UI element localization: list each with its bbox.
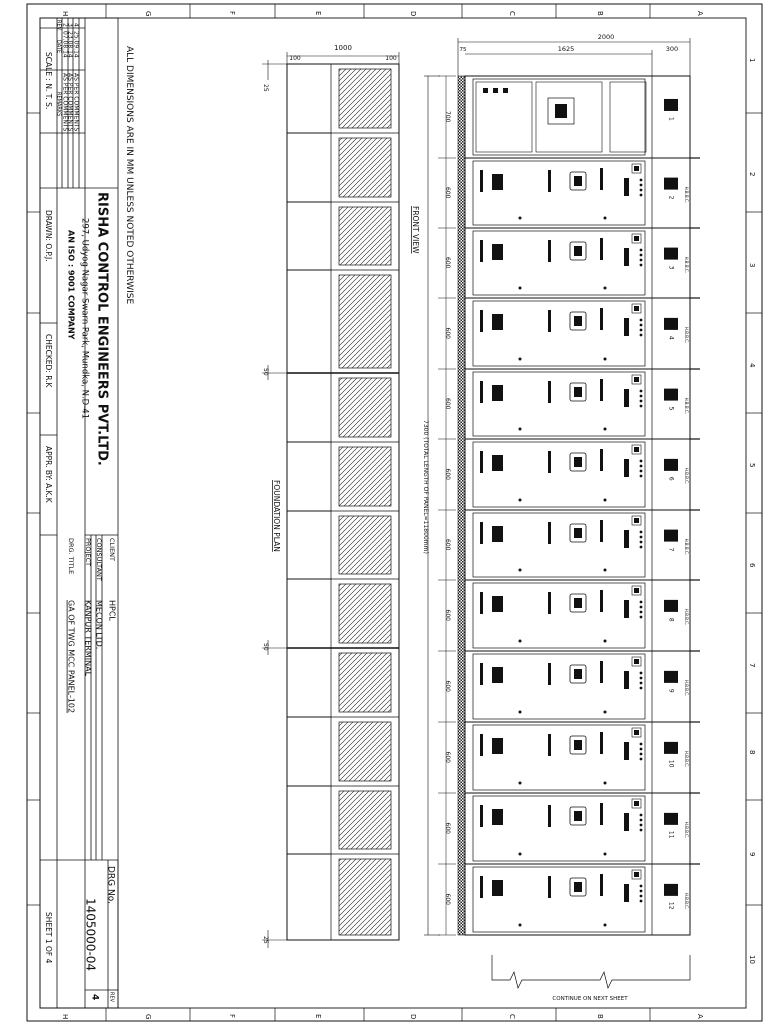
section-tag: H.B.B.C. <box>684 608 689 626</box>
cable-cutout <box>339 859 391 935</box>
cable-cutout <box>339 378 391 437</box>
total-length-dim: 7300 (TOTAL LENGTH OF PANEL=11800mm) <box>422 420 429 554</box>
panel-depth-dim: 2000 <box>597 33 615 41</box>
zone-letter: G <box>144 1014 152 1020</box>
section-height-dim: 600 <box>444 680 451 692</box>
cable-cutout <box>339 791 391 849</box>
drawn-by: DRAWN: O.P.J. <box>44 210 53 262</box>
foundation-gap-dim-1: 50 <box>262 368 269 376</box>
foundation-plan-label: FOUNDATION PLAN <box>272 480 281 552</box>
panel-section-11 <box>465 793 690 864</box>
panel-section-1 <box>473 76 678 158</box>
section-tag: H.B.B.C. <box>684 821 689 839</box>
foundation-cell <box>287 64 331 133</box>
panel-rear-dim: 300 <box>665 45 679 53</box>
foundation-cell <box>287 202 331 270</box>
section-nameplate <box>664 248 678 260</box>
foundation-cell <box>287 717 331 786</box>
client-label: CLIENT <box>108 538 116 562</box>
section-nameplate <box>664 671 678 683</box>
zone-number: 5 <box>748 463 756 468</box>
foundation-end-dim-top: 25 <box>262 84 269 92</box>
section-nameplate <box>664 99 678 111</box>
section-height-dim: 600 <box>444 398 451 410</box>
foundation-end-dim-bottom: 25 <box>262 936 269 944</box>
zone-number: 8 <box>748 750 756 755</box>
foundation-edge-dim-left: 100 <box>289 55 301 62</box>
panel-section-2 <box>465 158 690 228</box>
zone-letter: E <box>314 11 322 16</box>
section-nameplate <box>664 530 678 542</box>
panel-section-9 <box>465 651 690 722</box>
base-channel <box>458 76 465 935</box>
section-number: 5 <box>667 406 675 411</box>
rev-value: 4 <box>89 994 100 1001</box>
section-height-dim: 600 <box>444 327 451 339</box>
section-height-dim: 700 <box>444 111 451 123</box>
section-number: 3 <box>667 265 675 270</box>
panel-front-dim: 1625 <box>557 45 575 53</box>
cable-cutout <box>339 275 391 368</box>
consultant-value: MECON LTD. <box>94 600 104 650</box>
approved-by: APPR. BY: A.K.K <box>44 446 53 503</box>
general-note: ALL DIMENSIONS ARE IN MM UNLESS NOTED OTHERWISE <box>124 46 134 305</box>
foundation-cell <box>287 579 331 648</box>
revision-row-3-rev: 3 <box>66 23 74 27</box>
zone-letter: D <box>409 1014 417 1020</box>
section-tag: H.B.B.C. <box>684 256 689 273</box>
consultant-label: CONSULTANT <box>95 538 103 581</box>
foundation-cell <box>287 373 331 442</box>
revision-row-2-rev: 2 <box>61 23 69 27</box>
section-number: 8 <box>667 617 675 622</box>
zone-number: 10 <box>748 955 756 964</box>
foundation-cell <box>287 133 331 202</box>
panel-section-12 <box>465 864 690 935</box>
revision-header-rev: REV. <box>55 20 62 31</box>
company-iso: AN ISO : 9001 COMPANY <box>66 230 76 340</box>
section-nameplate <box>664 459 678 471</box>
section-nameplate <box>664 884 678 896</box>
drawing-number: 1405000-04 <box>83 898 98 972</box>
section-number: 9 <box>667 688 675 693</box>
drawing-number-label: DRG No. <box>105 866 116 904</box>
panel-offset-dim: 75 <box>459 47 467 53</box>
front-view-label: FRONT VIEW <box>411 206 420 254</box>
zone-letter: H <box>61 1014 69 1020</box>
panel-section-7 <box>465 510 690 580</box>
client-value: HPCL <box>107 600 117 621</box>
cable-cutout <box>339 653 391 712</box>
section-height-dim: 600 <box>444 468 451 480</box>
revision-header-date: DATE <box>55 40 62 54</box>
section-height-dim: 600 <box>444 609 451 621</box>
company-address: 297, Udyog Nagar Swarn Park, Mundka, N.D-41 <box>79 218 90 420</box>
section-number: 1 <box>667 116 675 121</box>
section-number: 2 <box>667 195 675 200</box>
front-view <box>411 33 700 1002</box>
cable-cutout <box>339 516 391 574</box>
panel-section-5 <box>465 369 690 439</box>
zone-number: 1 <box>748 58 756 63</box>
revision-row-2-date: 07.08.14 <box>61 31 69 58</box>
section-tag: H.B.B.C. <box>684 186 689 203</box>
continue-label: CONTINUE ON NEXT SHEET <box>552 996 628 1002</box>
zone-letter: A <box>696 11 704 16</box>
section-number: 4 <box>667 335 675 340</box>
cable-cutout <box>339 138 391 197</box>
panel-sections <box>465 76 700 935</box>
section-nameplate <box>664 600 678 612</box>
section-number: 11 <box>667 830 675 839</box>
zone-number: 4 <box>748 363 756 368</box>
foundation-grid <box>287 64 399 940</box>
title-block <box>40 18 118 1008</box>
cable-cutout <box>339 584 391 643</box>
panel-section-4 <box>465 298 690 369</box>
section-height-dim: 600 <box>444 893 451 905</box>
zone-letter: G <box>144 11 152 17</box>
zone-number: 2 <box>748 172 756 177</box>
foundation-plan <box>262 44 399 948</box>
drawing-title-label: DRG. TITLE <box>67 538 75 575</box>
foundation-cell <box>287 786 331 854</box>
panel-section-10 <box>465 722 690 793</box>
section-height-dim: 600 <box>444 187 451 199</box>
section-tag: H.B.B.C. <box>684 892 689 910</box>
revision-row-4-rev: 4 <box>72 23 80 27</box>
checked-by: CHECKED: R.K <box>44 334 53 388</box>
zone-letter: H <box>61 11 69 17</box>
section-tag: H.B.B.C. <box>684 679 689 697</box>
zone-letter: B <box>596 1014 604 1019</box>
zone-letter: B <box>596 11 604 16</box>
section-height-dim: 600 <box>444 539 451 551</box>
section-tag: H.B.B.C. <box>684 326 689 344</box>
section-nameplate <box>664 178 678 190</box>
rev-label: REV <box>108 992 115 1003</box>
section-nameplate <box>664 318 678 330</box>
panel-section-8 <box>465 580 690 651</box>
section-tag: H.B.B.C. <box>684 538 689 555</box>
revision-row-4-remarks: AS PER COMMENTS <box>72 73 80 132</box>
section-height-dim: 600 <box>444 822 451 834</box>
cable-cutout <box>339 447 391 506</box>
section-number: 7 <box>667 547 675 552</box>
section-dimensions <box>438 76 456 935</box>
zone-number: 9 <box>748 852 756 857</box>
front-view-outline <box>465 76 690 935</box>
zone-number: 3 <box>748 263 756 268</box>
foundation-cell <box>287 270 331 373</box>
zone-number: 7 <box>748 663 756 668</box>
section-nameplate <box>664 389 678 401</box>
section-tag: H.B.B.C. <box>684 750 689 768</box>
section-number: 12 <box>667 901 675 910</box>
zone-letter: D <box>409 11 417 17</box>
foundation-cell <box>287 442 331 511</box>
foundation-edge-dim-right: 100 <box>385 55 397 62</box>
project-value: KANPUR TERMINAL <box>83 600 93 677</box>
drawing-title-value: GA OF TWG MCC PANEL-102 <box>66 600 76 714</box>
title-block-text <box>44 20 117 1003</box>
section-nameplate <box>664 742 678 754</box>
revision-row-2-remarks: AS PER COMMENTS <box>61 73 69 132</box>
section-number: 10 <box>667 759 675 768</box>
section-tag: H.B.B.C. <box>684 397 689 414</box>
zone-letter: F <box>228 11 236 16</box>
cable-cutout <box>339 207 391 265</box>
panel-section-3 <box>465 228 690 298</box>
project-label: PROJECT <box>84 538 92 567</box>
sheet-number: SHEET 1 OF 4 <box>44 912 53 964</box>
foundation-cell <box>287 511 331 579</box>
panel-section-6 <box>465 439 690 510</box>
zone-letter: F <box>228 1014 236 1019</box>
scale-note: SCALE : N. T. S. <box>44 52 53 110</box>
zone-letter: A <box>696 1014 704 1019</box>
cable-cutout <box>339 69 391 128</box>
zone-number: 6 <box>748 563 756 568</box>
revision-row-3-date: 23.08.14 <box>66 31 74 58</box>
revision-header-remarks: REMARKS <box>55 92 62 117</box>
cable-cutout <box>339 722 391 781</box>
foundation-width-dim: 1000 <box>334 44 352 52</box>
foundation-cell <box>287 854 331 940</box>
foundation-cell <box>287 648 331 717</box>
zone-letter: E <box>314 1014 322 1019</box>
revision-row-3-remarks: AS PER COMMENTS <box>66 73 74 132</box>
foundation-gap-dim-2: 50 <box>262 643 269 651</box>
zone-letter: C <box>508 1014 516 1019</box>
company-name: RISHA CONTROL ENGINEERS PVT.LTD. <box>94 192 110 466</box>
section-number: 6 <box>667 476 675 481</box>
zone-letter: C <box>508 11 516 16</box>
section-tag: H.B.B.C. <box>684 467 689 485</box>
continuation-bracket <box>492 955 690 988</box>
section-height-dim: 600 <box>444 257 451 269</box>
revision-row-4-date: 25.09.14 <box>72 31 80 58</box>
section-height-dim: 600 <box>444 751 451 763</box>
section-nameplate <box>664 813 678 825</box>
